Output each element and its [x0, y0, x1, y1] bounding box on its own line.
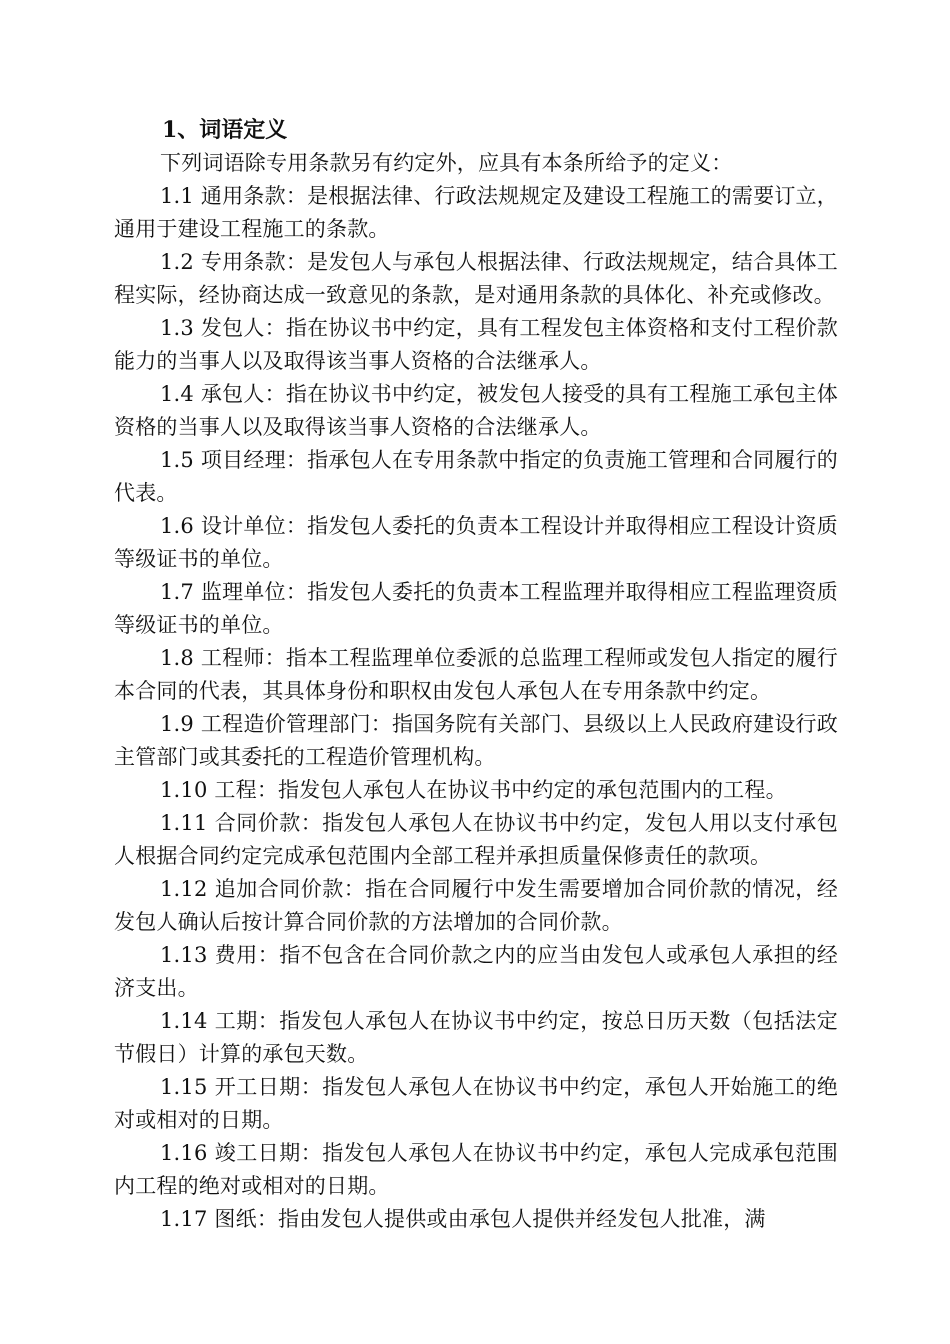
clause-1-10: 1.10 工程：指发包人承包人在协议书中约定的承包范围内的工程。	[160, 778, 787, 802]
intro-paragraph: 下列词语除专用条款另有约定外，应具有本条所给予的定义：	[160, 151, 733, 175]
clause-1-3: 1.3 发包人：指在协议书中约定，具有工程发包主体资格和支付工程价款能力的当事人以及取得该当事人资格的合法继承人。	[114, 316, 838, 373]
clause-1-7: 1.7 监理单位：指发包人委托的负责本工程监理并取得相应工程监理资质等级证书的单位。	[114, 580, 838, 637]
clause-1-6: 1.6 设计单位：指发包人委托的负责本工程设计并取得相应工程设计资质等级证书的单位。	[114, 514, 838, 571]
clause-1-17: 1.17 图纸：指由发包人提供或由承包人提供并经发包人批准，满	[160, 1207, 766, 1231]
clause-1-15: 1.15 开工日期：指发包人承包人在协议书中约定，承包人开始施工的绝对或相对的日期。	[114, 1075, 838, 1132]
clause-1-16: 1.16 竣工日期：指发包人承包人在协议书中约定，承包人完成承包范围内工程的绝对或相对的日期。	[114, 1141, 838, 1198]
clause-1-8: 1.8 工程师：指本工程监理单位委派的总监理工程师或发包人指定的履行本合同的代表，其具体身份和职权由发包人承包人在专用条款中约定。	[114, 646, 838, 703]
clause-1-4: 1.4 承包人：指在协议书中约定，被发包人接受的具有工程施工承包主体资格的当事人以及取得该当事人资格的合法继承人。	[114, 382, 838, 439]
clause-1-11: 1.11 合同价款：指发包人承包人在协议书中约定，发包人用以支付承包人根据合同约定完成承包范围内全部工程并承担质量保修责任的款项。	[114, 811, 838, 868]
clause-1-1: 1.1 通用条款：是根据法律、行政法规规定及建设工程施工的需要订立，通用于建设工程施工的条款。	[114, 184, 838, 241]
clause-1-5: 1.5 项目经理：指承包人在专用条款中指定的负责施工管理和合同履行的代表。	[114, 448, 838, 505]
clause-1-2: 1.2 专用条款：是发包人与承包人根据法律、行政法规规定，结合具体工程实际，经协商达成一致意见的条款，是对通用条款的具体化、补充或修改。	[114, 250, 838, 307]
clause-1-13: 1.13 费用：指不包含在合同价款之内的应当由发包人或承包人承担的经济支出。	[114, 943, 838, 1000]
document-body	[114, 147, 838, 1236]
clause-1-14: 1.14 工期：指发包人承包人在协议书中约定，按总日历天数（包括法定节假日）计算的承包天数。	[114, 1009, 838, 1066]
clause-1-9: 1.9 工程造价管理部门：指国务院有关部门、县级以上人民政府建设行政主管部门或其委托的工程造价管理机构。	[114, 712, 838, 769]
section-heading: 1、词语定义	[162, 117, 288, 143]
clause-1-12: 1.12 追加合同价款：指在合同履行中发生需要增加合同价款的情况，经发包人确认后按计算合同价款的方法增加的合同价款。	[114, 877, 838, 934]
